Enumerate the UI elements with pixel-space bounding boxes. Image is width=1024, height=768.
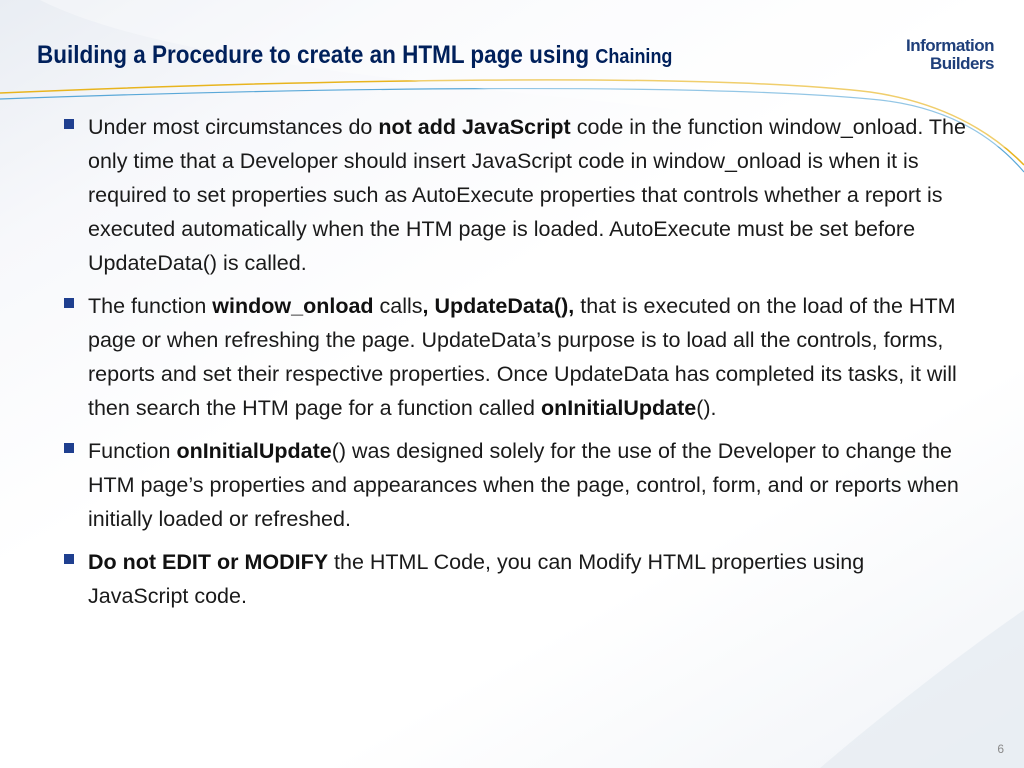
bullet-text: The function bbox=[88, 294, 213, 318]
square-bullet-icon bbox=[64, 554, 74, 564]
bullet-text: Under most circumstances do bbox=[88, 115, 379, 139]
bullet-text-bold: onInitialUpdate bbox=[540, 396, 697, 420]
slide-content bbox=[62, 110, 967, 622]
bullet-text: (). bbox=[696, 396, 717, 420]
page-number: 6 bbox=[997, 742, 1004, 756]
bullet-item bbox=[62, 545, 967, 613]
information-builders-logo bbox=[874, 37, 994, 72]
bullet-text-bold: window_onload bbox=[212, 294, 374, 318]
logo-line-2: Builders bbox=[929, 54, 994, 73]
square-bullet-icon bbox=[64, 298, 74, 308]
bullet-text: code in the function window_onload. The only time that a Developer should insert JavaScript code in window_onload is when it is required to set properties such as AutoExecute properties that controls whether a report is executed automatically when the HTM page is loaded. AutoExecute must be set before UpdateData() is called. bbox=[88, 115, 966, 275]
bullet-text: the HTML Code, you can Modify HTML properties using JavaScript code. bbox=[88, 550, 865, 608]
slide-title bbox=[37, 40, 811, 70]
bullet-item bbox=[62, 110, 967, 280]
logo-line-1: Information bbox=[906, 36, 994, 55]
bullet-text: calls bbox=[373, 294, 423, 318]
bullet-text-bold: onInitialUpdate bbox=[176, 439, 332, 463]
square-bullet-icon bbox=[64, 119, 74, 129]
slide-title-suffix: Chaining bbox=[595, 46, 673, 68]
corner-shade bbox=[820, 610, 1024, 768]
bullet-text-bold: not add JavaScript bbox=[378, 115, 571, 139]
bullet-item bbox=[62, 434, 967, 536]
bullet-list bbox=[62, 110, 967, 613]
bullet-text-bold: , UpdateData(), bbox=[422, 294, 575, 318]
bullet-item bbox=[62, 289, 967, 425]
bullet-text: Function bbox=[88, 439, 177, 463]
square-bullet-icon bbox=[64, 443, 74, 453]
bullet-text: () was designed solely for the use of the Developer to change the HTM page’s properties and appearances when the page, control, form, and or reports when initially loaded or refreshed. bbox=[88, 439, 959, 531]
slide-title-main: Building a Procedure to create an HTML page using bbox=[37, 41, 590, 69]
bullet-text-bold: Do not EDIT or MODIFY bbox=[88, 550, 329, 574]
bullet-text: that is executed on the load of the HTM page or when refreshing the page. UpdateData’s purpose is to load all the controls, forms, reports and set their respective properties. Once UpdateData has completed its tasks, it will then search the HTM page for a function called bbox=[88, 294, 957, 420]
